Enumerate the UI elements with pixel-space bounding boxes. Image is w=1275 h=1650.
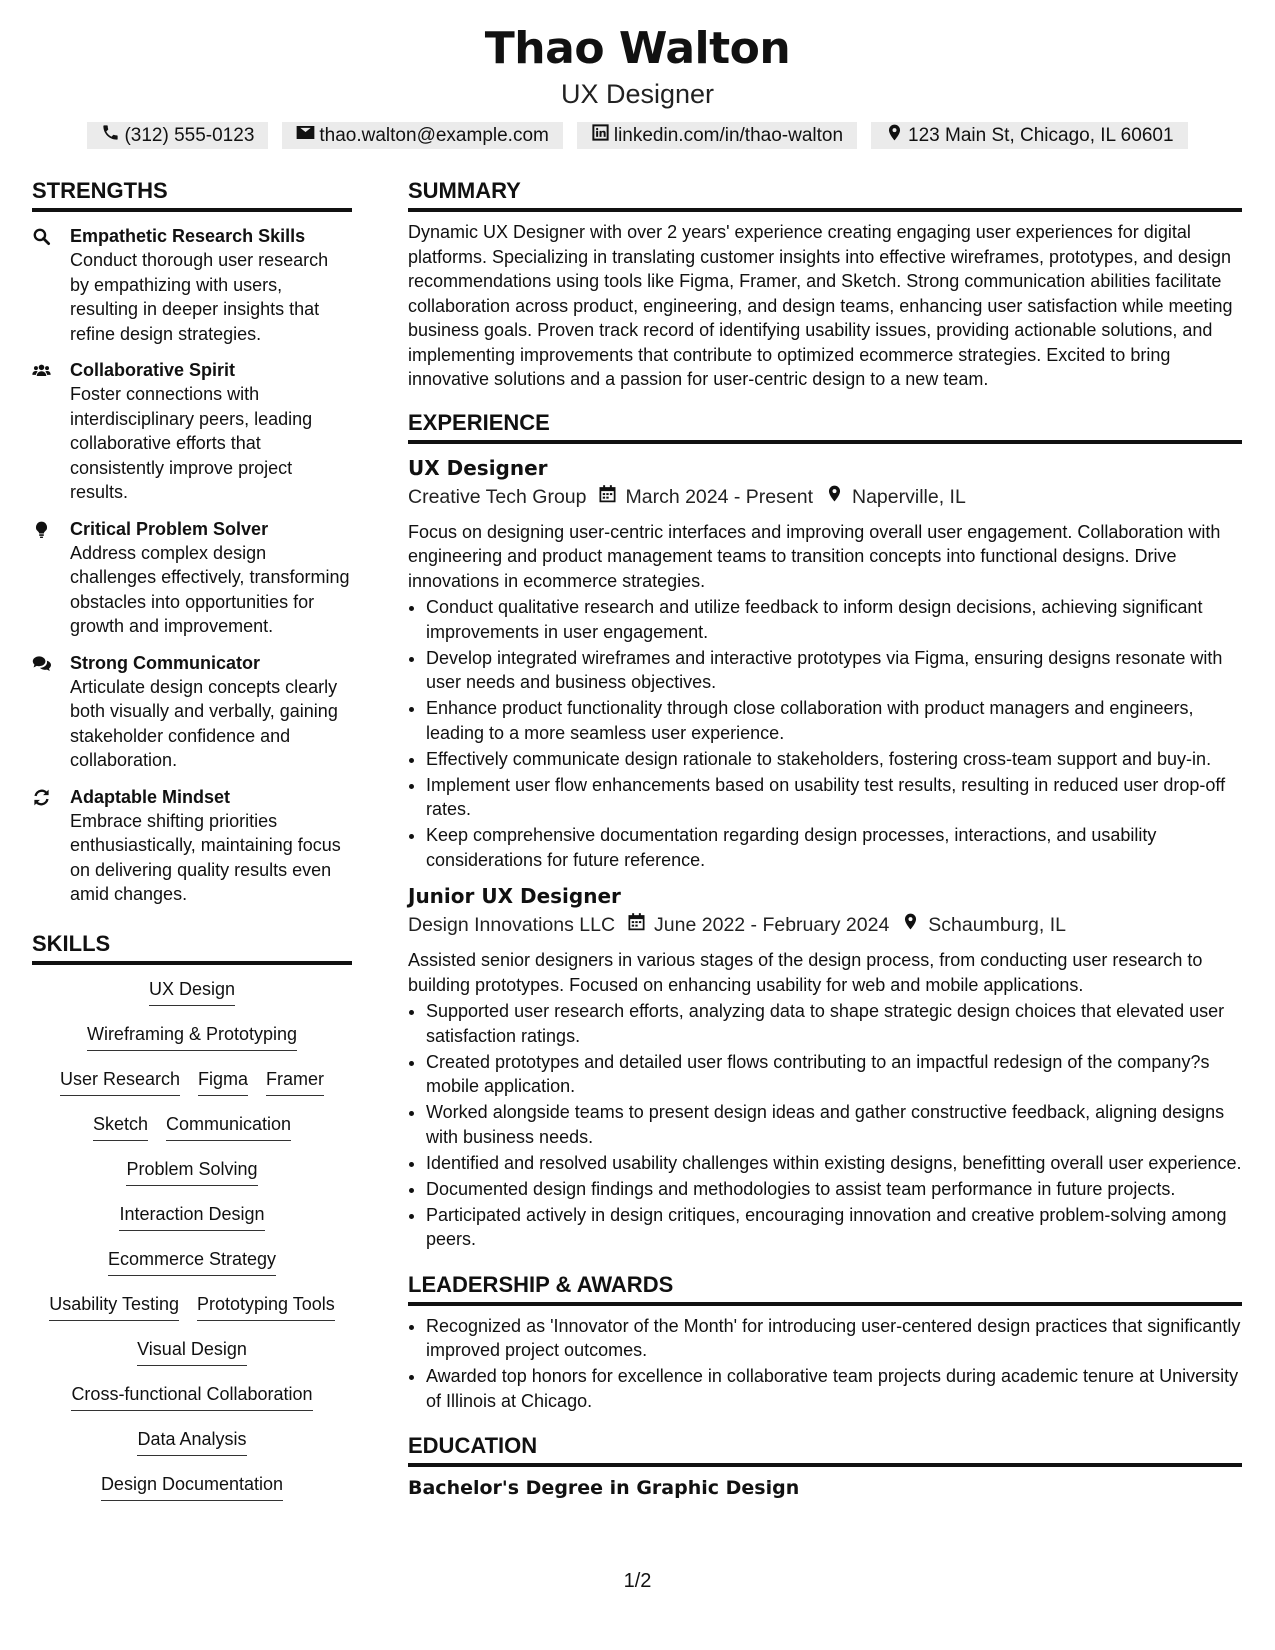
strength-item <box>32 785 352 907</box>
job-dates: March 2024 - Present <box>625 485 813 508</box>
skill-row <box>101 1472 283 1517</box>
contact-address <box>871 122 1187 149</box>
search-icon <box>32 224 70 346</box>
leadership-bullets <box>408 1314 1242 1414</box>
strength-title: Collaborative Spirit <box>70 360 236 380</box>
job-meta <box>408 482 1242 512</box>
bullet-item: • Develop integrated wireframes and interactive prototypes via Figma, ensuring designs resonate with user needs and business objectives. <box>426 646 1242 695</box>
job-meta <box>408 910 1242 940</box>
job-location: Naperville, IL <box>852 485 966 508</box>
bullet-item: • Enhance product functionality through close collaboration with product managers and engineers, leading to a more seamless user experience. <box>426 696 1242 745</box>
skills-list <box>32 977 352 1517</box>
strength-item <box>32 224 352 346</box>
contact-phone-text: (312) 555-0123 <box>124 124 255 146</box>
skill-tag: Interaction Design <box>119 1202 264 1231</box>
skill-row <box>49 1292 335 1337</box>
phone-icon <box>101 123 124 148</box>
skill-row <box>93 1112 291 1157</box>
job-dates: June 2022 - February 2024 <box>654 914 890 936</box>
skill-row <box>87 1022 297 1067</box>
strength-desc: Conduct thorough user research by empathizing with users, resulting in deeper insights that refine design strategies. <box>70 250 329 344</box>
job-title: UX Designer <box>408 455 548 480</box>
email-icon <box>296 123 319 148</box>
skill-tag: UX Design <box>149 977 235 1006</box>
experience-heading: EXPERIENCE <box>408 408 1242 444</box>
comments-icon <box>32 651 70 773</box>
job-entry <box>408 454 1242 873</box>
strength-item <box>32 517 352 639</box>
bullet-item: • Effectively communicate design rationale to stakeholders, fostering cross-team support and buy-in. <box>426 747 1242 772</box>
skill-row <box>108 1247 276 1292</box>
job-location: Schaumburg, IL <box>928 914 1066 936</box>
sync-icon <box>32 785 70 907</box>
bullet-item: • Identified and resolved usability challenges within existing designs, benefitting overall user experience. <box>426 1151 1242 1176</box>
right-column <box>408 176 1242 1501</box>
bullet-item: • Participated actively in design critiques, encouraging innovation and creative problem-solving among peers. <box>426 1203 1242 1252</box>
contact-linkedin[interactable] <box>577 122 857 149</box>
bullet-item: • Keep comprehensive documentation regarding design processes, interactions, and usability considerations for future reference. <box>426 823 1242 872</box>
skill-tag: Sketch <box>93 1112 148 1141</box>
contact-email-text: thao.walton@example.com <box>319 124 549 146</box>
bullet-item: • Supported user research efforts, analyzing data to shape strategic design choices that elevated user satisfaction ratings. <box>426 999 1242 1048</box>
strength-desc: Address complex design challenges effectively, transforming obstacles into opportunities for growth and improvement. <box>70 542 350 636</box>
job-bullets <box>408 595 1242 872</box>
skill-row <box>119 1202 264 1247</box>
resume-header <box>0 20 1275 149</box>
contact-linkedin-text: linkedin.com/in/thao-walton <box>613 124 844 146</box>
summary-text: Dynamic UX Designer with over 2 years' experience creating engaging user experiences for digital platforms. Specializing in translating customer insights into effective wireframes, prototypes, and design recommendations using tools like Figma, Framer, and Sketch. Strong communication abilities facilitate collaboration across product, engineering, and design teams, enhancing user satisfaction while meeting business goals. Proven track record of identifying usability issues, providing actionable solutions, and implementing improvements that contribute to optimized ecommerce strategies. Excited to bring innovative solutions and a passion for user-centric design to a new team. <box>408 222 1233 389</box>
education-degree: Bachelor's Degree in Graphic Design <box>408 1477 800 1499</box>
strengths-heading: STRENGTHS <box>32 176 352 212</box>
job-entry <box>408 882 1242 1252</box>
strength-title: Critical Problem Solver <box>70 518 269 539</box>
contact-address-text: 123 Main St, Chicago, IL 60601 <box>908 124 1174 146</box>
bullet-item: • Conduct qualitative research and utilize feedback to inform design decisions, achieving significant improvements in user engagement. <box>426 595 1242 644</box>
page-number: 1/2 <box>623 1570 652 1592</box>
skill-row <box>126 1157 257 1202</box>
candidate-title: UX Designer <box>560 79 715 109</box>
summary-heading: SUMMARY <box>408 176 1242 212</box>
skill-tag: Framer <box>266 1067 324 1096</box>
strength-title: Empathetic Research Skills <box>70 226 306 246</box>
strength-desc: Articulate design concepts clearly both visually and verbally, gaining stakeholder confidence and collaboration. <box>70 676 338 770</box>
location-pin-icon <box>885 123 908 148</box>
skill-tag: Visual Design <box>137 1337 247 1366</box>
leadership-heading: LEADERSHIP & AWARDS <box>408 1270 1242 1306</box>
bullet-item: • Recognized as 'Innovator of the Month' for introducing user-centered design practices that significantly improved project outcomes. <box>426 1314 1242 1363</box>
calendar-icon <box>586 482 625 512</box>
skill-tag: User Research <box>60 1067 180 1096</box>
contact-phone[interactable] <box>87 122 268 149</box>
skill-tag: Figma <box>198 1067 248 1096</box>
lightbulb-icon <box>32 517 70 639</box>
strengths-list <box>32 224 352 907</box>
skill-tag: Data Analysis <box>137 1427 246 1456</box>
strength-item <box>32 651 352 773</box>
bullet-item: • Worked alongside teams to present design ideas and gather constructive feedback, aligning designs with business needs. <box>426 1100 1242 1149</box>
left-column <box>32 176 352 1517</box>
skill-tag: Problem Solving <box>126 1157 257 1186</box>
linkedin-icon <box>591 123 614 148</box>
strength-desc: Embrace shifting priorities enthusiastically, maintaining focus on delivering quality results even amid changes. <box>70 810 341 904</box>
job-description: Focus on designing user-centric interfaces and improving overall user engagement. Collaboration with engineering and product management teams to transition concepts into functional designs. Drive innovations in ecommerce strategies. <box>408 521 1221 591</box>
job-description: Assisted senior designers in various stages of the design process, from conducting user research to building prototypes. Focused on enhancing usability for web and mobile applications. <box>408 950 1203 995</box>
skill-row <box>149 977 235 1022</box>
skill-tag: Cross-functional Collaboration <box>71 1382 312 1411</box>
skill-row <box>137 1337 247 1382</box>
location-pin-icon <box>889 910 928 940</box>
location-pin-icon <box>813 482 852 512</box>
skill-tag: Wireframing & Prototyping <box>87 1022 297 1051</box>
job-title: Junior UX Designer <box>408 884 621 908</box>
skill-row <box>60 1067 324 1112</box>
bullet-item: • Awarded top honors for excellence in collaborative team projects during academic tenure at University of Illinois at Chicago. <box>426 1364 1242 1413</box>
bullet-item: • Documented design findings and methodologies to assist team performance in future projects. <box>426 1177 1242 1202</box>
bullet-item: • Implement user flow enhancements based on usability test results, resulting in reduced user drop-off rates. <box>426 773 1242 822</box>
job-bullets <box>408 999 1242 1252</box>
contact-email[interactable] <box>282 122 562 149</box>
candidate-name: Thao Walton <box>484 23 791 74</box>
skill-tag: Prototyping Tools <box>197 1292 335 1321</box>
skill-tag: Ecommerce Strategy <box>108 1247 276 1276</box>
contact-bar <box>0 122 1275 149</box>
skills-heading: SKILLS <box>32 929 352 965</box>
education-heading: EDUCATION <box>408 1431 1242 1467</box>
job-company: Design Innovations LLC <box>408 914 616 936</box>
bullet-item: • Created prototypes and detailed user flows contributing to an impactful redesign of the company?s mobile application. <box>426 1050 1242 1099</box>
skill-row <box>137 1427 246 1472</box>
users-icon <box>32 358 70 505</box>
skill-tag: Communication <box>166 1112 291 1141</box>
skill-tag: Usability Testing <box>49 1292 179 1321</box>
calendar-icon <box>615 910 654 940</box>
strength-item <box>32 358 352 505</box>
strength-title: Strong Communicator <box>70 652 261 673</box>
job-company: Creative Tech Group <box>408 485 587 508</box>
strength-desc: Foster connections with interdisciplinary peers, leading collaborative efforts that consistently improve project results. <box>70 384 313 502</box>
skill-row <box>71 1382 312 1427</box>
skill-tag: Design Documentation <box>101 1472 283 1501</box>
strength-title: Adaptable Mindset <box>70 786 231 807</box>
